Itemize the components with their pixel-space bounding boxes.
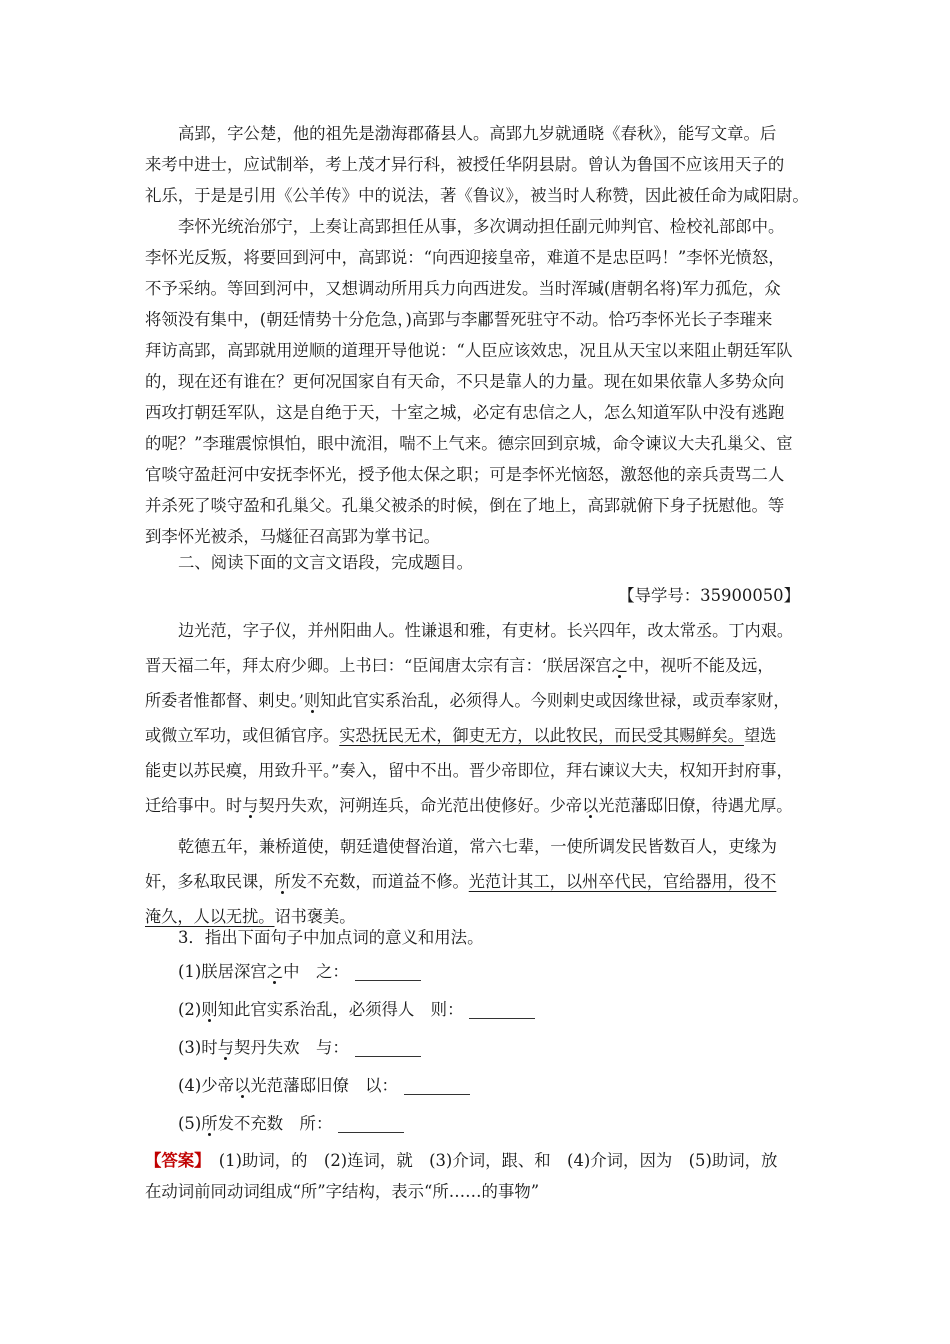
text-span: (1)朕居深宫 — [178, 962, 267, 981]
underlined-sentence: 光范计其工，以州卒代民，官给器用，役不 — [468, 872, 777, 891]
text-line: 高郢，字公楚，他的祖先是渤海郡蓨县人。高郢九岁就通晓《春秋》，能写文章。后 — [178, 124, 777, 143]
text-line: 来考中进士，应试制举，考上茂才异行科，被授任华阴县尉。曾认为鲁国不应该用天子的 — [145, 155, 785, 174]
text-line: 并杀死了啖守盈和孔巢父。孔巢父被杀的时候，倒在了地上，高郢就俯下身子抚慰他。等 — [145, 496, 785, 515]
text-line — [145, 718, 810, 753]
question-item — [145, 1067, 810, 1105]
question-item — [145, 953, 810, 991]
text-line: 乾德五年，兼桥道使，朝廷遣使督治道，常六七辈，一使所调发民皆数百人，吏缘为 — [178, 837, 777, 856]
text-span: 所委者惟都督、刺史。’ — [145, 691, 304, 710]
text-span: 契丹失欢 与： — [234, 1038, 349, 1057]
dotted-char: 所 — [201, 1114, 218, 1133]
dotted-char: 以 — [234, 1076, 251, 1095]
underlined-sentence: 淹久，人以无扰。 — [145, 907, 275, 926]
answer-section — [145, 1145, 810, 1207]
classical-passage — [145, 613, 810, 934]
text-span: 光范藩邸旧僚 以： — [250, 1076, 398, 1095]
section-heading — [145, 547, 810, 578]
dotted-char: 与 — [217, 1038, 234, 1057]
text-span: 或微立军功，或但循官序。 — [145, 726, 340, 745]
text-line: 的，现在还有谁在？更何况国家自有天命，不只是靠人的力量。现在如果依靠人多势众向 — [145, 372, 785, 391]
answer-line: 在动词前同动词组成“所”字结构，表示“所……的事物” — [145, 1182, 540, 1201]
answer-blank[interactable] — [469, 1000, 535, 1019]
underlined-sentence: 实恐抚民无术，御吏无方，以此牧民，而民受其赐鲜矣。 — [339, 726, 744, 745]
text-span: 知此官实系治乱，必须得人 则： — [217, 1000, 464, 1019]
answer-blank[interactable] — [355, 1038, 421, 1057]
text-line: 不予采纳。等回到河中，又想调动所用兵力向西进发。当时浑瑊(唐朝名将)军力孤危，众 — [145, 279, 781, 298]
text-span: 晋天福二年，拜太府少卿。上书曰：“臣闻唐太宗有言：‘朕居深宫 — [145, 656, 612, 675]
text-line: 官啖守盈赶河中安抚李怀光，授予他太保之职；可是李怀光恼怒，激怒他的亲兵责骂二人 — [145, 465, 785, 484]
text-line: 西攻打朝廷军队，这是自绝于天，十室之城，必定有忠信之人，怎么知道军队中没有逃跑 — [145, 403, 785, 422]
text-line: 礼乐，于是是引用《公羊传》中的说法，著《鲁议》，被当时人称赞，因此被任命为咸阳尉。 — [145, 186, 809, 205]
answer-blank[interactable] — [338, 1114, 404, 1133]
text-span: 中 之： — [283, 962, 349, 981]
text-line — [145, 864, 810, 899]
answer-blank[interactable] — [404, 1076, 470, 1095]
question-item — [145, 991, 810, 1029]
question-three — [145, 922, 810, 1143]
dotted-char: 则 — [201, 1000, 218, 1019]
text-span: (3)时 — [178, 1038, 218, 1057]
paragraph-gao-ying-bio — [145, 118, 810, 211]
text-span: 望选 — [743, 726, 777, 745]
text-span: 知此官实系治乱，必须得人。今则刺史或因缘世禄，或贡奉家财， — [320, 691, 790, 710]
answer-blank[interactable] — [355, 962, 421, 981]
text-line: 的呢？”李璀震惊惧怕，眼中流泪，喘不上气来。德宗回到京城，命令谏议大夫孔巢父、宦 — [145, 434, 793, 453]
section-two-title: 二、阅读下面的文言文语段，完成题目。 — [178, 553, 474, 572]
paragraph-li-huaiguang — [145, 211, 810, 552]
text-span: (1)助词，的 (2)连词，就 (3)介词，跟、和 (4)介词，因为 (5)助词，放 — [202, 1151, 778, 1170]
text-line: 李怀光反叛，将要回到河中，高郢说：“向西迎接皇帝，难道不是忠臣吗！”李怀光愤怒， — [145, 248, 785, 267]
text-line: 能吏以苏民瘼，用致升平。”奏入，留中不出。晋少帝即位，拜右谏议大夫，权知开封府事， — [145, 761, 793, 780]
text-line — [145, 683, 810, 718]
text-span: 奸，多私取民课， — [145, 872, 275, 891]
dotted-char: 之 — [266, 962, 284, 981]
text-line: 将领没有集中，(朝廷情势十分危急，)高郢与李鄘誓死驻守不动。恰巧李怀光长子李璀来 — [145, 310, 773, 329]
text-span: 中，视听不能及远， — [627, 656, 774, 675]
text-span: 发不充数 所： — [217, 1114, 333, 1133]
dotted-char: 则 — [303, 691, 321, 710]
text-span: 诏书褒美。 — [274, 907, 356, 926]
dotted-char: 与 — [242, 796, 259, 815]
text-span: 契丹失欢，河朔连兵，命光范出使修好。少帝 — [258, 796, 583, 815]
dotted-char: 之 — [611, 656, 628, 675]
question-item — [145, 1029, 810, 1067]
answer-line — [145, 1145, 810, 1176]
question-title: 3．指出下面句子中加点词的意义和用法。 — [178, 928, 484, 947]
dotted-char: 所 — [274, 872, 291, 891]
text-span: 光范藩邸旧僚，待遇尤厚。 — [598, 796, 793, 815]
question-item — [145, 1105, 810, 1143]
text-line: 拜访高郢，高郢就用逆顺的道理开导他说：“人臣应该效忠，况且从天宝以来阻止朝廷军队 — [145, 341, 793, 360]
text-line — [145, 648, 810, 683]
text-span: (5) — [178, 1114, 202, 1133]
text-line — [145, 788, 810, 823]
text-line: 到李怀光被杀，马燧征召高郢为掌书记。 — [145, 527, 441, 546]
text-line: 李怀光统治邠宁，上奏让高郢担任从事，多次调动担任副元帅判官、检校礼部郎中。 — [178, 217, 785, 236]
guide-number-row — [145, 580, 810, 611]
answer-tag: 【答案】 — [145, 1151, 203, 1170]
dotted-char: 以 — [582, 796, 599, 815]
text-span: (4)少帝 — [178, 1076, 234, 1095]
text-span: 迁给事中。时 — [145, 796, 243, 815]
text-line: 边光范，字子仪，并州阳曲人。性谦退和雅，有吏材。长兴四年，改太常丞。丁内艰。 — [178, 621, 794, 640]
text-span: (2) — [178, 1000, 202, 1019]
guide-number: 【导学号：35900050】 — [618, 586, 800, 605]
text-span: 发不充数，而道益不修。 — [290, 872, 469, 891]
